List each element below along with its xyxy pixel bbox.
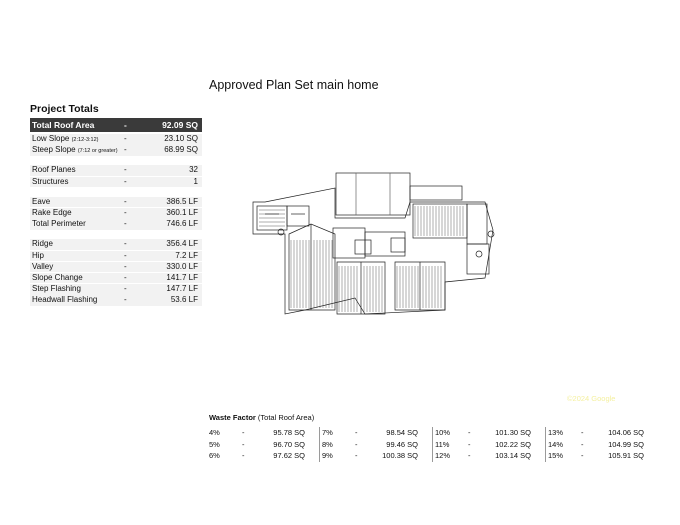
center-stair xyxy=(355,240,371,254)
waste-factor-percent: 7% xyxy=(322,428,333,437)
waste-factor-percent: 6% xyxy=(209,451,220,460)
waste-factor-row xyxy=(548,427,658,439)
roof-block-top xyxy=(336,173,410,215)
total-roof-area-dash: - xyxy=(124,120,127,130)
waste-factor-row xyxy=(322,439,432,451)
waste-factor-table xyxy=(209,427,660,462)
waste-factor-value: 105.91 SQ xyxy=(608,451,644,460)
totals-row-label-text: Headwall Flashing xyxy=(32,295,98,305)
totals-row-dash: - xyxy=(124,219,127,229)
totals-row-value: 330.0 LF xyxy=(166,261,198,271)
waste-factor-row xyxy=(209,450,319,462)
totals-row-label-text: Ridge xyxy=(32,239,53,249)
totals-row-label xyxy=(30,239,124,250)
waste-factor-dash: - xyxy=(355,428,358,437)
waste-factor-value: 95.78 SQ xyxy=(273,428,305,437)
waste-factor-dash: - xyxy=(581,428,584,437)
totals-row-dash: - xyxy=(124,295,127,305)
totals-row xyxy=(30,251,202,262)
waste-factor-column xyxy=(435,427,546,462)
totals-row-value: 53.6 LF xyxy=(170,295,198,305)
totals-row-label-text: Valley xyxy=(32,261,54,271)
lower-left-wing xyxy=(289,224,335,310)
totals-row-label xyxy=(30,177,124,188)
totals-row-dash: - xyxy=(124,239,127,249)
waste-factor-dash: - xyxy=(468,439,471,449)
totals-row-label-text: Total Perimeter xyxy=(32,219,86,229)
totals-row-dash: - xyxy=(124,261,127,271)
totals-row xyxy=(30,284,202,295)
totals-row-value: 68.99 SQ xyxy=(164,145,198,155)
totals-row-dash: - xyxy=(124,176,127,186)
totals-row-label xyxy=(30,284,124,295)
total-roof-area-value: 92.09 SQ xyxy=(162,120,198,130)
map-watermark: ©2024 Google xyxy=(567,394,616,403)
page-title: Approved Plan Set main home xyxy=(209,78,379,92)
totals-row-note: (7:12 or greater) xyxy=(77,148,118,155)
totals-row xyxy=(30,262,202,273)
totals-row-value: 32 xyxy=(189,165,198,175)
totals-row xyxy=(30,208,202,219)
totals-row xyxy=(30,197,202,208)
waste-factor-dash: - xyxy=(242,439,245,449)
totals-row-dash: - xyxy=(124,250,127,260)
waste-factor-percent: 4% xyxy=(209,428,220,437)
totals-row-dash: - xyxy=(124,196,127,206)
group-spacer xyxy=(30,188,202,197)
total-roof-area-row xyxy=(30,118,202,132)
totals-row-dash: - xyxy=(124,145,127,155)
totals-row xyxy=(30,177,202,188)
waste-factor-dash: - xyxy=(468,428,471,437)
totals-row-dash: - xyxy=(124,207,127,217)
waste-factor-row xyxy=(322,450,432,462)
waste-factor-row xyxy=(435,439,545,451)
totals-row-value: 360.1 LF xyxy=(166,207,198,217)
waste-factor-dash: - xyxy=(242,428,245,437)
waste-factor-dash: - xyxy=(581,439,584,449)
waste-factor-percent: 12% xyxy=(435,451,451,460)
roof-block-top-inner xyxy=(356,173,390,215)
totals-row-label-text: Step Flashing xyxy=(32,284,81,294)
waste-factor-row xyxy=(209,439,319,451)
waste-factor-row xyxy=(209,427,319,439)
totals-row-value: 147.7 LF xyxy=(166,284,198,294)
totals-row-dash: - xyxy=(124,272,127,282)
waste-factor-row xyxy=(435,427,545,439)
totals-groups xyxy=(30,134,202,306)
waste-factor-percent: 14% xyxy=(548,439,564,449)
left-wing-inner xyxy=(287,206,309,226)
totals-row-label xyxy=(30,251,124,262)
waste-factor-dash: - xyxy=(355,451,358,460)
totals-row-label-text: Low Slope xyxy=(32,134,70,143)
waste-factor-dash: - xyxy=(468,451,471,460)
totals-row-dash: - xyxy=(124,134,127,143)
waste-factor-percent: 5% xyxy=(209,439,220,449)
waste-factor-section xyxy=(209,413,644,460)
waste-factor-value: 99.46 SQ xyxy=(386,439,418,449)
totals-row-label xyxy=(30,262,124,273)
totals-row xyxy=(30,219,202,230)
totals-row xyxy=(30,239,202,250)
totals-row-label-text: Slope Change xyxy=(32,272,83,282)
roof-plan-drawing xyxy=(245,170,515,320)
totals-row xyxy=(30,134,202,145)
right-tower xyxy=(467,204,487,244)
waste-factor-row xyxy=(435,450,545,462)
project-totals-heading: Project Totals xyxy=(30,103,99,115)
waste-factor-value: 102.22 SQ xyxy=(495,439,531,449)
waste-factor-value: 96.70 SQ xyxy=(273,439,305,449)
waste-factor-value: 97.62 SQ xyxy=(273,451,305,460)
totals-row-label xyxy=(30,145,124,156)
waste-factor-column xyxy=(548,427,658,462)
waste-factor-row xyxy=(548,450,658,462)
totals-row-value: 386.5 LF xyxy=(166,196,198,206)
waste-factor-column xyxy=(322,427,433,462)
waste-factor-value: 103.14 SQ xyxy=(495,451,531,460)
waste-factor-value: 98.54 SQ xyxy=(386,428,418,437)
waste-factor-value: 104.99 SQ xyxy=(608,439,644,449)
totals-row-label-text: Eave xyxy=(32,196,51,206)
center-room xyxy=(333,228,365,258)
waste-factor-row xyxy=(548,439,658,451)
roof-block-right xyxy=(410,186,462,200)
totals-row-value: 746.6 LF xyxy=(166,219,198,229)
totals-row-label xyxy=(30,295,124,306)
totals-row-label-text: Steep Slope xyxy=(32,145,76,155)
project-totals-panel xyxy=(30,103,202,306)
totals-row-value: 7.2 LF xyxy=(175,250,198,260)
waste-factor-percent: 11% xyxy=(435,439,450,449)
totals-row xyxy=(30,165,202,176)
totals-row-dash: - xyxy=(124,284,127,294)
waste-factor-title: Waste Factor xyxy=(209,413,256,422)
waste-factor-value: 101.30 SQ xyxy=(495,428,531,437)
total-roof-area-label: Total Roof Area xyxy=(32,120,95,130)
totals-row-value: 141.7 LF xyxy=(166,272,198,282)
waste-factor-percent: 9% xyxy=(322,451,333,460)
totals-row-value: 356.4 LF xyxy=(166,239,198,249)
waste-factor-percent: 8% xyxy=(322,439,333,449)
waste-factor-row xyxy=(322,427,432,439)
totals-row xyxy=(30,295,202,306)
totals-row-note: (2:12-3:12) xyxy=(71,137,99,143)
totals-row-label xyxy=(30,219,124,230)
waste-factor-dash: - xyxy=(581,451,584,460)
waste-factor-value: 104.06 SQ xyxy=(608,428,644,437)
totals-row-value: 23.10 SQ xyxy=(164,134,198,143)
totals-row-label-text: Rake Edge xyxy=(32,207,72,217)
totals-row-label-text: Roof Planes xyxy=(32,165,76,175)
waste-factor-value: 100.38 SQ xyxy=(382,451,418,460)
waste-factor-dash: - xyxy=(242,451,245,460)
totals-row xyxy=(30,145,202,156)
waste-factor-column xyxy=(209,427,320,462)
waste-factor-percent: 10% xyxy=(435,428,451,437)
waste-factor-heading xyxy=(209,413,314,422)
totals-row-dash: - xyxy=(124,165,127,175)
waste-factor-subtitle: (Total Roof Area) xyxy=(257,413,315,422)
group-spacer xyxy=(30,156,202,165)
waste-factor-percent: 15% xyxy=(548,451,564,460)
group-spacer xyxy=(30,230,202,239)
totals-row-label-text: Hip xyxy=(32,250,45,260)
totals-row-label xyxy=(30,197,124,208)
waste-factor-percent: 13% xyxy=(548,428,564,437)
totals-row-label xyxy=(30,273,124,284)
waste-factor-dash: - xyxy=(355,439,358,449)
totals-row-label-text: Structures xyxy=(32,176,69,186)
totals-row-label xyxy=(30,134,124,145)
totals-row-label xyxy=(30,165,124,176)
totals-row-value: 1 xyxy=(193,176,198,186)
totals-row-label xyxy=(30,208,124,219)
totals-row xyxy=(30,273,202,284)
